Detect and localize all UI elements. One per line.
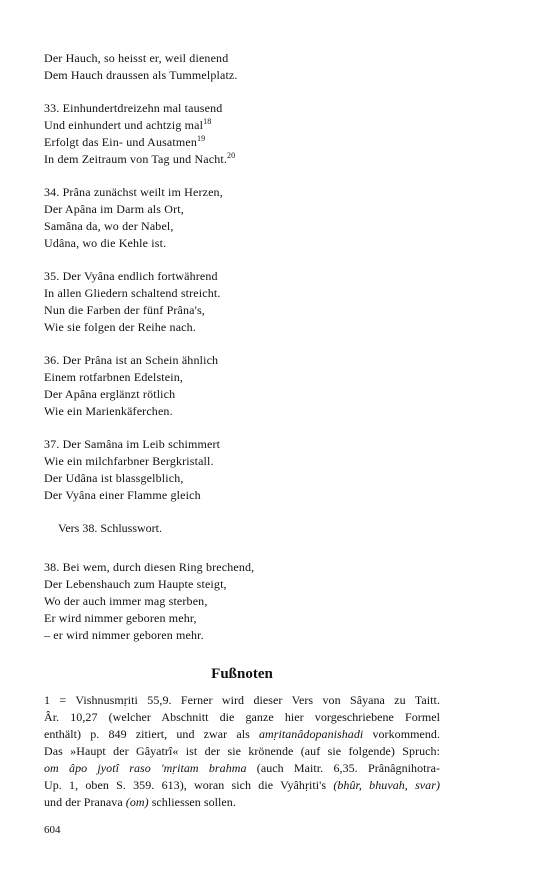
stanza [44,50,440,84]
verse-line [44,67,440,84]
verse-line-text: – er wird nimmer geboren mehr. [44,628,204,642]
verse-line [44,50,440,67]
verse-line-text: Er wird nimmer geboren mehr, [44,611,197,625]
footnote-text: 1 = Vishnusmṛiti 55,9. Ferner wird dieser Vers von Sâyana zu Taitt. [44,693,440,707]
verse-line-text: Wie ein milchfarbner Bergkristall. [44,454,214,468]
stanza [44,352,440,420]
verse-line-text: Wo der auch immer mag sterben, [44,594,208,608]
footnote-text: enthält) p. 849 zitiert, und zwar als [44,727,259,741]
verse-line-text: Dem Hauch draussen als Tummelplatz. [44,68,238,82]
verse-line [44,218,440,235]
footnote-text: (auch Maitr. 6,35. Prânâgnihotra- [246,761,440,775]
stanza [44,268,440,336]
verse-line [44,369,440,386]
verse-line [44,487,440,504]
verse-line-text: Der Udâna ist blassgelblich, [44,471,184,485]
verse-line-text: Samâna da, wo der Nabel, [44,219,174,233]
verse-line [44,235,440,252]
verse-line [44,151,440,168]
footnote-text: Up. 1, oben S. 359. 613), woran sich die Vyâhṛiti's [44,778,334,792]
verse-line [44,386,440,403]
verse-line [44,134,440,151]
verse-line-text: Der Apâna im Darm als Ort, [44,202,184,216]
footnote-text: Das »Haupt der Gâyatrî« ist der sie krönende (auf sie folgende) Spruch: [44,744,440,758]
verse-line [44,201,440,218]
final-stanza [44,559,440,644]
verse-line-text: Erfolgt das Ein- und Ausatmen [44,135,197,149]
footnote-reference[interactable]: 20 [227,151,236,160]
footnote-text: schliessen sollen. [148,795,236,809]
footnote-text: Âr. 10,27 (welcher Abschnitt die ganze hier vorgeschriebene Formel [44,710,440,724]
verse-line [44,268,440,285]
verse-line-text: Der Hauch, so heisst er, weil dienend [44,51,229,65]
verse-line-text: Wie sie folgen der Reihe nach. [44,320,196,334]
verse-line-text: Der Apâna erglänzt rötlich [44,387,176,401]
page-number: 604 [44,824,61,836]
footnote-text: vorkommend. [363,727,441,741]
verse-line [44,352,440,369]
verse-line [44,610,440,627]
footnote-line [44,709,440,726]
footnote-italic-text: (bhûr, bhuvah, svar) [333,778,440,792]
footnote-reference[interactable]: 18 [203,117,212,126]
verse-line-text: 35. Der Vyâna endlich fortwährend [44,269,218,283]
footnotes-heading: Fußnoten [211,666,273,682]
verse-line-text: 36. Der Prâna ist an Schein ähnlich [44,353,219,367]
footnote-line [44,743,440,760]
verse-line-text: In allen Gliedern schaltend streicht. [44,286,221,300]
verse-line [44,436,440,453]
verse-line-text: Der Vyâna einer Flamme gleich [44,488,201,502]
verse-line [44,319,440,336]
stanza [44,184,440,252]
footnote-text: und der Pranava [44,795,126,809]
verse-line [44,285,440,302]
verse-line-text: 38. Bei wem, durch diesen Ring brechend, [44,560,255,574]
footnote-line [44,777,440,794]
footnote-line [44,726,440,743]
verse-line [44,117,440,134]
stanza [44,436,440,504]
verse-line-text: Und einhundert und achtzig mal [44,118,204,132]
verse-line [44,470,440,487]
verse-line-text: 33. Einhundertdreizehn mal tausend [44,101,223,115]
poem-body [44,50,440,504]
verse-line [44,576,440,593]
stanza [44,100,440,168]
verse-line [44,403,440,420]
verse-line-text: Einem rotfarbnen Edelstein, [44,370,184,384]
footnote-line [44,760,440,777]
verse-line-text: 34. Prâna zunächst weilt im Herzen, [44,185,223,199]
verse-line [44,302,440,319]
footnote-italic-text: om âpo jyotî raso 'mṛitam brahma [44,761,247,775]
verse-line [44,453,440,470]
footnote-1 [44,692,440,811]
verse-line [44,184,440,201]
verse-line-text: 37. Der Samâna im Leib schimmert [44,437,221,451]
footnote-italic-text: (om) [125,795,149,809]
footnote-line [44,794,440,811]
verse-line [44,559,440,576]
document-page [44,50,440,811]
footnote-italic-text: amṛitanâdopanishadi [259,727,364,741]
verse-line-text: Nun die Farben der fünf Prâna's, [44,303,205,317]
verse-line [44,593,440,610]
verse-heading: Vers 38. Schlusswort. [58,521,162,535]
verse-line-text: In dem Zeitraum von Tag und Nacht. [44,152,227,166]
verse-line-text: Wie ein Marienkäferchen. [44,404,173,418]
verse-line [44,100,440,117]
footnote-reference[interactable]: 19 [197,134,206,143]
footnote-line [44,692,440,709]
verse-line-text: Der Lebenshauch zum Haupte steigt, [44,577,227,591]
verse-line-text: Udâna, wo die Kehle ist. [44,236,167,250]
verse-line [44,627,440,644]
